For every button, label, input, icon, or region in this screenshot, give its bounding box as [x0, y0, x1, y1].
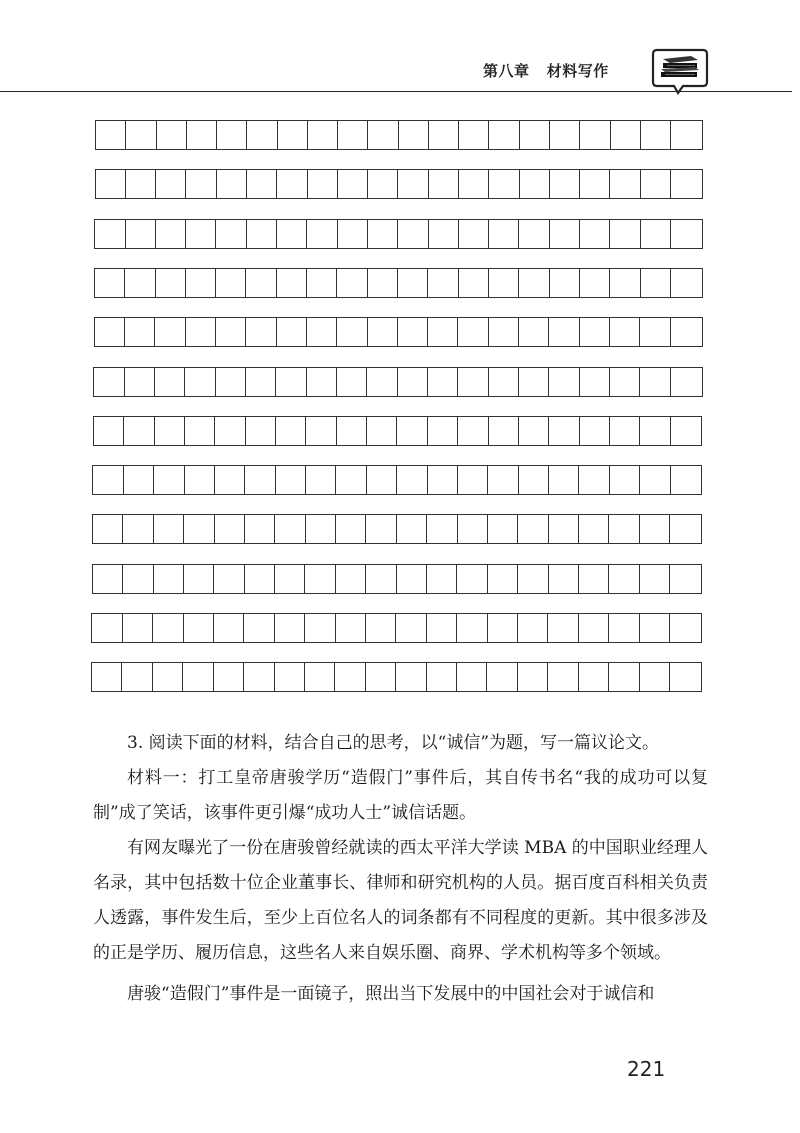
book-stack-icon [651, 46, 709, 98]
grid-cell [216, 220, 246, 248]
grid-cell [154, 565, 184, 593]
grid-cell [366, 663, 396, 691]
grid-cell [550, 170, 580, 198]
question-content [93, 726, 708, 1018]
grid-cell [396, 663, 426, 691]
grid-cell [93, 515, 123, 543]
grid-cell [518, 663, 548, 691]
grid-cell [519, 318, 549, 346]
grid-cell [580, 220, 610, 248]
grid-cell [609, 515, 639, 543]
grid-cell [215, 417, 245, 445]
grid-cell [185, 368, 215, 396]
grid-cell [305, 663, 335, 691]
grid-cell [245, 466, 275, 494]
grid-cell [244, 663, 274, 691]
grid-cell [368, 220, 398, 248]
grid-cell [610, 368, 640, 396]
grid-cell [459, 121, 489, 149]
grid-cell [368, 121, 398, 149]
grid-cell [429, 220, 459, 248]
grid-cell [122, 663, 152, 691]
grid-cell [488, 515, 518, 543]
grid-cell [489, 220, 519, 248]
grid-cell [671, 121, 701, 149]
grid-cell [549, 515, 579, 543]
grid-cell [157, 121, 187, 149]
grid-cell [246, 269, 276, 297]
grid-cell [671, 220, 701, 248]
grid-cell [275, 663, 305, 691]
material-paragraph-3: 唐骏“造假门”事件是一面镜子，照出当下发展中的中国社会对于诚信和 [127, 984, 655, 1004]
grid-cell [610, 170, 640, 198]
grid-cell [305, 565, 335, 593]
grid-cell [214, 663, 244, 691]
grid-cell [92, 614, 122, 642]
grid-cell [579, 614, 609, 642]
question-prompt: 3. 阅读下面的材料，结合自己的思考，以“诚信”为题，写一篇议论文。 [127, 733, 660, 753]
grid-cell [488, 614, 518, 642]
grid-row [92, 564, 702, 594]
grid-cell [184, 515, 214, 543]
grid-cell [671, 368, 701, 396]
grid-cell [123, 565, 153, 593]
grid-cell [307, 368, 337, 396]
grid-cell [519, 368, 549, 396]
grid-cell [216, 269, 246, 297]
grid-cell [275, 614, 305, 642]
grid-cell [671, 170, 701, 198]
grid-cell [397, 466, 427, 494]
grid-cell [671, 466, 701, 494]
grid-cell [671, 269, 701, 297]
grid-cell [489, 269, 519, 297]
grid-cell [518, 565, 548, 593]
grid-cell [640, 515, 670, 543]
grid-cell [185, 466, 215, 494]
grid-cell [337, 368, 367, 396]
grid-cell [96, 121, 126, 149]
grid-cell [550, 220, 580, 248]
grid-cell [336, 515, 366, 543]
grid-cell [549, 318, 579, 346]
grid-cell [549, 466, 579, 494]
grid-cell [307, 318, 337, 346]
grid-cell [580, 368, 610, 396]
grid-cell [96, 170, 126, 198]
grid-cell [155, 368, 185, 396]
grid-cell [398, 368, 428, 396]
grid-cell [336, 614, 366, 642]
grid-cell [671, 417, 701, 445]
grid-cell [579, 565, 609, 593]
grid-cell [520, 170, 550, 198]
grid-cell [155, 318, 185, 346]
grid-cell [244, 614, 274, 642]
grid-cell [549, 565, 579, 593]
grid-cell [276, 368, 306, 396]
grid-cell [428, 318, 458, 346]
grid-cell [95, 318, 125, 346]
grid-row [95, 120, 703, 150]
grid-cell [185, 417, 215, 445]
grid-cell [247, 170, 277, 198]
grid-cell [123, 515, 153, 543]
grid-cell [216, 318, 246, 346]
grid-cell [640, 368, 670, 396]
grid-cell [338, 220, 368, 248]
grid-cell [367, 417, 397, 445]
grid-row [93, 416, 703, 446]
grid-row [93, 367, 702, 397]
grid-cell [125, 269, 155, 297]
grid-cell [489, 121, 519, 149]
grid-cell [399, 121, 429, 149]
grid-cell [124, 466, 154, 494]
grid-cell [580, 417, 610, 445]
grid-row [92, 465, 702, 495]
grid-cell [186, 269, 216, 297]
grid-cell [579, 515, 609, 543]
grid-cell [550, 269, 580, 297]
grid-cell [95, 269, 125, 297]
grid-cell [126, 170, 156, 198]
grid-cell [429, 170, 459, 198]
grid-cell [579, 663, 609, 691]
grid-cell [277, 318, 307, 346]
grid-row [91, 662, 702, 692]
grid-cell [92, 663, 122, 691]
grid-cell [214, 614, 244, 642]
grid-cell [610, 417, 640, 445]
grid-cell [277, 269, 307, 297]
grid-cell [155, 417, 185, 445]
grid-cell [306, 417, 336, 445]
grid-cell [611, 121, 641, 149]
grid-cell [519, 220, 549, 248]
grid-cell [305, 614, 335, 642]
grid-cell [549, 417, 579, 445]
grid-cell [308, 170, 338, 198]
grid-cell [670, 614, 700, 642]
grid-cell [398, 269, 428, 297]
grid-cell [671, 318, 701, 346]
grid-cell [489, 417, 519, 445]
grid-row [92, 514, 702, 544]
grid-cell [580, 318, 610, 346]
grid-cell [580, 170, 610, 198]
grid-cell [124, 417, 154, 445]
grid-cell [427, 515, 457, 543]
grid-cell [428, 269, 458, 297]
grid-cell [217, 170, 247, 198]
grid-cell [336, 565, 366, 593]
grid-cell [276, 466, 306, 494]
material-paragraph-2: 有网友曝光了一份在唐骏曾经就读的西太平洋大学读 MBA 的中国职业经理人名录，其中包括数十位企业董事长、律师和研究机构的人员。据百度百科相关负责人透露，事件发生后，至少上百位名人的词条都有不同程度的更新。其中很多涉及的正是学历、履历信息，这些名人来自娱乐圈、商界、学术机构等多个领域。 [93, 838, 708, 963]
grid-cell [338, 170, 368, 198]
grid-cell [579, 466, 609, 494]
grid-row [91, 613, 702, 643]
grid-cell [367, 368, 397, 396]
grid-cell [610, 220, 640, 248]
grid-cell [548, 614, 578, 642]
grid-cell [518, 515, 548, 543]
grid-cell [156, 269, 186, 297]
grid-cell [186, 220, 216, 248]
grid-cell [247, 121, 277, 149]
page-number: 221 [627, 1057, 666, 1081]
grid-cell [156, 220, 186, 248]
grid-cell [335, 663, 365, 691]
grid-cell [368, 170, 398, 198]
grid-cell [215, 515, 245, 543]
grid-cell [428, 368, 458, 396]
grid-cell [245, 565, 275, 593]
grid-cell [246, 318, 276, 346]
grid-cell [307, 220, 337, 248]
grid-cell [458, 368, 488, 396]
grid-cell [306, 515, 336, 543]
grid-cell [126, 121, 156, 149]
grid-cell [640, 565, 670, 593]
grid-cell [488, 565, 518, 593]
grid-cell [487, 663, 517, 691]
page-header [0, 0, 800, 110]
chapter-label: 第八章 [483, 62, 530, 80]
grid-cell [459, 170, 489, 198]
grid-cell [308, 121, 338, 149]
grid-cell [95, 220, 125, 248]
grid-cell [153, 663, 183, 691]
grid-cell [93, 565, 123, 593]
grid-cell [247, 220, 277, 248]
grid-cell [519, 417, 549, 445]
grid-cell [277, 220, 307, 248]
grid-cell [640, 614, 670, 642]
grid-cell [641, 269, 671, 297]
grid-cell [458, 515, 488, 543]
grid-cell [550, 121, 580, 149]
grid-cell [459, 220, 489, 248]
grid-cell [94, 417, 124, 445]
chapter-heading [483, 60, 609, 81]
grid-cell [184, 614, 214, 642]
material-paragraph-1: 材料一：打工皇帝唐骏学历“造假门”事件后，其自传书名“我的成功可以复制”成了笑话，该事件更引爆“成功人士”诚信话题。 [93, 768, 708, 823]
grid-cell [427, 614, 457, 642]
grid-cell [396, 614, 426, 642]
grid-cell [427, 565, 457, 593]
grid-cell [336, 466, 366, 494]
grid-cell [183, 663, 213, 691]
grid-cell [278, 121, 308, 149]
grid-cell [215, 466, 245, 494]
grid-cell [214, 565, 244, 593]
grid-cell [610, 318, 640, 346]
grid-cell [519, 269, 549, 297]
grid-cell [126, 220, 156, 248]
grid-cell [457, 614, 487, 642]
grid-cell [337, 269, 367, 297]
grid-cell [458, 466, 488, 494]
grid-cell [518, 614, 548, 642]
grid-cell [609, 614, 639, 642]
grid-cell [488, 466, 518, 494]
grid-row [94, 268, 703, 298]
grid-cell [366, 614, 396, 642]
grid-cell [640, 466, 670, 494]
grid-cell [457, 663, 487, 691]
grid-cell [670, 515, 700, 543]
grid-cell [670, 663, 700, 691]
grid-cell [520, 121, 550, 149]
grid-cell [641, 220, 671, 248]
grid-cell [338, 121, 368, 149]
grid-cell [337, 318, 367, 346]
grid-cell [276, 417, 306, 445]
grid-cell [548, 663, 578, 691]
grid-cell [154, 466, 184, 494]
grid-cell [427, 663, 457, 691]
grid-cell [398, 170, 428, 198]
grid-cell [275, 565, 305, 593]
grid-cell [153, 614, 183, 642]
grid-cell [670, 565, 700, 593]
grid-cell [217, 121, 247, 149]
grid-cell [641, 121, 671, 149]
grid-cell [366, 565, 396, 593]
grid-cell [307, 269, 337, 297]
grid-cell [429, 121, 459, 149]
grid-cell [428, 417, 458, 445]
grid-cell [398, 220, 428, 248]
grid-cell [489, 368, 519, 396]
grid-cell [154, 515, 184, 543]
grid-cell [93, 466, 123, 494]
grid-cell [397, 515, 427, 543]
grid-cell [519, 466, 549, 494]
grid-cell [156, 170, 186, 198]
section-label: 材料写作 [546, 62, 609, 80]
grid-row [94, 219, 703, 249]
grid-cell [123, 614, 153, 642]
grid-cell [459, 269, 489, 297]
grid-cell [368, 318, 398, 346]
grid-cell [246, 417, 276, 445]
grid-cell [428, 466, 458, 494]
grid-cell [610, 269, 640, 297]
grid-cell [337, 417, 367, 445]
grid-cell [397, 417, 427, 445]
grid-cell [580, 121, 610, 149]
grid-cell [186, 170, 216, 198]
grid-cell [610, 466, 640, 494]
grid-cell [397, 565, 427, 593]
grid-cell [640, 663, 670, 691]
grid-cell [549, 368, 579, 396]
grid-cell [609, 565, 639, 593]
grid-cell [580, 269, 610, 297]
grid-cell [275, 515, 305, 543]
grid-cell [640, 318, 670, 346]
grid-cell [125, 318, 155, 346]
grid-cell [398, 318, 428, 346]
grid-cell [184, 565, 214, 593]
grid-cell [245, 515, 275, 543]
grid-cell [640, 417, 670, 445]
grid-row [94, 317, 703, 347]
grid-cell [216, 368, 246, 396]
grid-cell [367, 466, 397, 494]
grid-cell [489, 170, 519, 198]
grid-cell [94, 368, 124, 396]
grid-cell [458, 417, 488, 445]
grid-cell [125, 368, 155, 396]
grid-cell [641, 170, 671, 198]
grid-cell [366, 515, 396, 543]
grid-row [95, 169, 703, 199]
grid-cell [457, 565, 487, 593]
grid-cell [609, 663, 639, 691]
grid-cell [187, 121, 217, 149]
grid-cell [368, 269, 398, 297]
grid-cell [246, 368, 276, 396]
grid-cell [277, 170, 307, 198]
grid-cell [489, 318, 519, 346]
grid-cell [306, 466, 336, 494]
grid-cell [186, 318, 216, 346]
grid-cell [458, 318, 488, 346]
